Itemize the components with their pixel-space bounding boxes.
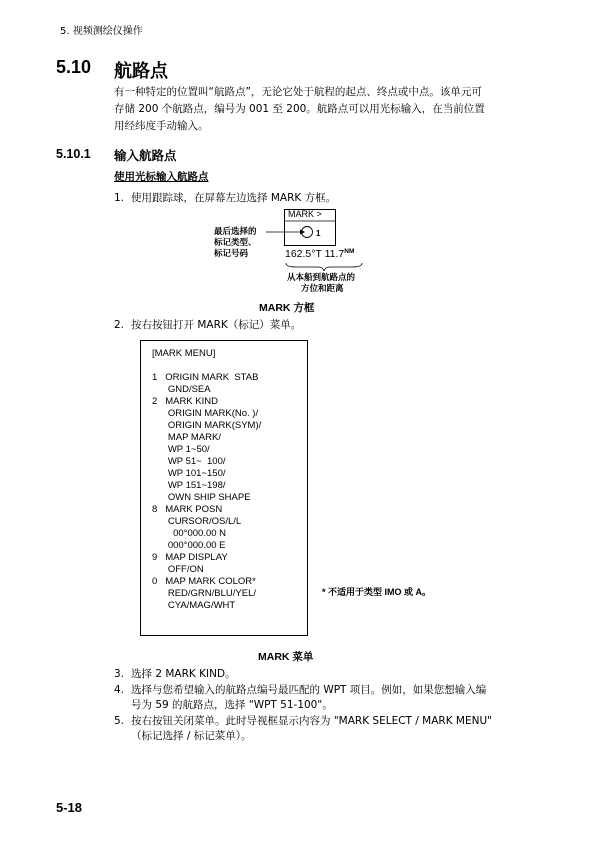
menu-line: WP 1~50/ xyxy=(152,444,210,455)
menu-line: CURSOR/OS/L/L xyxy=(152,516,242,527)
menu-line: [MARK MENU] xyxy=(152,348,216,359)
menu-line: WP 101~150/ xyxy=(152,468,226,479)
menu-line: 8 MARK POSN xyxy=(152,504,223,515)
bottom-note-line-2: 方位和距离 xyxy=(301,284,344,294)
page-number: 5-18 xyxy=(56,800,83,815)
bottom-note-line-1: 从本船到航路点的 xyxy=(287,273,356,283)
intro-line-1: 有一种特定的位置叫“航路点”，无论它处于航程的起点、终点或中点。该单元可 xyxy=(114,86,482,98)
step-4-text-line-2: 号为 59 的航路点，选择 "WPT 51-100"。 xyxy=(131,699,333,711)
mark-box-title: MARK > xyxy=(288,209,322,219)
menu-line: RED/GRN/BLU/YEL/ xyxy=(152,588,256,599)
step-2-number: 2. xyxy=(114,319,125,331)
subsection-number: 5.10.1 xyxy=(56,147,91,161)
left-note-line-1: 最后选择的 xyxy=(214,227,257,237)
menu-line: 0 MAP MARK COLOR* xyxy=(152,576,256,587)
menu-line: 2 MARK KIND xyxy=(152,396,218,407)
menu-line: CYA/MAG/WHT xyxy=(152,600,236,611)
step-3-text: 选择 2 MARK KIND。 xyxy=(131,668,236,680)
left-note-line-2: 标记类型、 xyxy=(214,238,257,248)
readout-unit: NM xyxy=(344,248,355,255)
subsection-title: 输入航路点 xyxy=(114,148,177,163)
section-number: 5.10 xyxy=(56,57,92,77)
method-heading: 使用光标输入航路点 xyxy=(114,171,209,183)
menu-line: ORIGIN MARK(SYM)/ xyxy=(152,420,262,431)
mark-menu-caption: MARK 菜单 xyxy=(258,651,314,663)
step-4-text-line-1: 选择与您希望输入的航路点编号最匹配的 WPT 项目。例如，如果您想输入编 xyxy=(131,684,487,696)
readout-value: 162.5°T 11.7 xyxy=(285,248,345,260)
mark-menu-list xyxy=(152,348,261,612)
mark-box-caption: MARK 方框 xyxy=(259,302,315,314)
menu-line: 00°000.00 N xyxy=(152,528,227,539)
mark-symbol-number: 1 xyxy=(316,229,321,238)
bearing-range-readout xyxy=(285,248,354,260)
menu-line: 1 ORIGIN MARK STAB xyxy=(152,372,259,383)
step-5-text-line-2: （标记选择 / 标记菜单）。 xyxy=(131,730,252,742)
menu-line xyxy=(152,360,261,372)
menu-line: WP 151~198/ xyxy=(152,480,226,491)
running-header: 5. 视频测绘仪操作 xyxy=(60,26,143,37)
intro-line-2: 存储 200 个航路点，编号为 001 至 200。航路点可以用光标输入，在当前位置 xyxy=(114,103,485,115)
step-3-number: 3. xyxy=(114,668,125,680)
menu-line: OFF/ON xyxy=(152,564,204,575)
step-5-number: 5. xyxy=(114,715,125,727)
readout-brace xyxy=(286,263,362,271)
step-5-text-line-1: 按右按钮关闭菜单。此时导视框显示内容为 "MARK SELECT / MARK MENU" xyxy=(131,715,492,727)
step-4-number: 4. xyxy=(114,684,125,696)
menu-line: WP 51~ 100/ xyxy=(152,456,226,467)
left-note-line-3: 标记号码 xyxy=(214,249,249,259)
step-1-text: 使用跟踪球，在屏幕左边选择 MARK 方框。 xyxy=(131,192,337,204)
menu-footnote: * 不适用于类型 IMO 或 A。 xyxy=(322,587,432,597)
intro-line-3: 用经纬度手动输入。 xyxy=(114,120,209,132)
step-2-text: 按右按钮打开 MARK（标记）菜单。 xyxy=(131,319,302,331)
menu-line: GND/SEA xyxy=(152,384,211,395)
step-1-number: 1. xyxy=(114,192,125,204)
menu-line: ORIGIN MARK(No. )/ xyxy=(152,408,259,419)
menu-line: MAP MARK/ xyxy=(152,432,221,443)
section-title: 航路点 xyxy=(114,61,168,82)
menu-line: OWN SHIP SHAPE xyxy=(152,492,251,503)
menu-line: 000°000.00 E xyxy=(152,540,226,551)
menu-line: 9 MAP DISPLAY xyxy=(152,552,228,563)
